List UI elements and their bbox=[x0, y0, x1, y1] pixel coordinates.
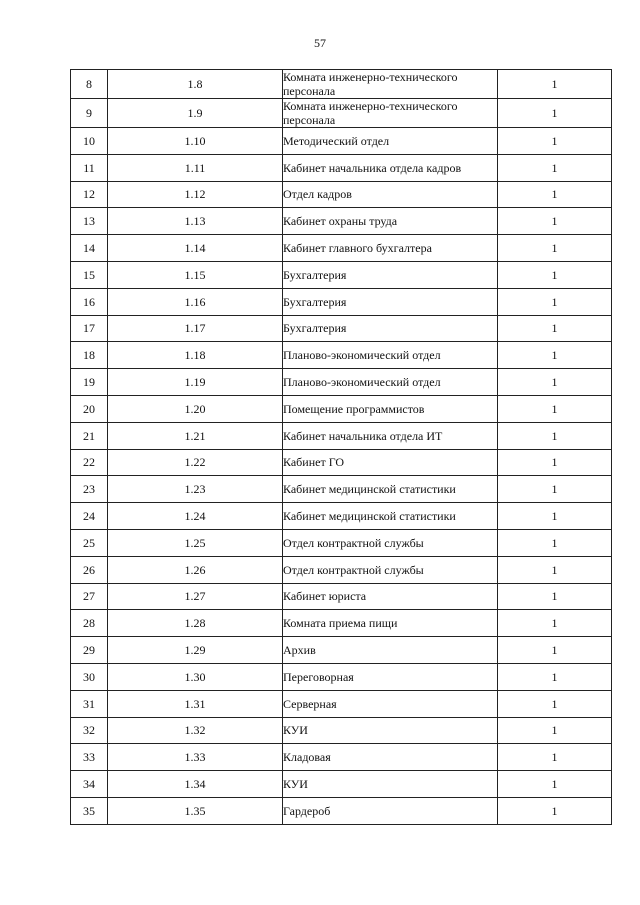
row-number-cell: 15 bbox=[71, 261, 108, 288]
quantity-cell: 1 bbox=[498, 422, 612, 449]
quantity-cell: 1 bbox=[498, 797, 612, 824]
room-code-cell: 1.29 bbox=[108, 637, 283, 664]
quantity-cell: 1 bbox=[498, 315, 612, 342]
room-name-cell: Методический отдел bbox=[283, 128, 498, 155]
row-number-cell: 26 bbox=[71, 556, 108, 583]
row-number-cell: 9 bbox=[71, 99, 108, 128]
table-row bbox=[71, 449, 612, 476]
room-code-cell: 1.31 bbox=[108, 690, 283, 717]
table-row bbox=[71, 235, 612, 262]
row-number-cell: 30 bbox=[71, 663, 108, 690]
room-code-cell: 1.35 bbox=[108, 797, 283, 824]
quantity-cell: 1 bbox=[498, 154, 612, 181]
row-number-cell: 25 bbox=[71, 529, 108, 556]
room-code-cell: 1.12 bbox=[108, 181, 283, 208]
quantity-cell: 1 bbox=[498, 70, 612, 99]
table-row bbox=[71, 70, 612, 99]
row-number-cell: 11 bbox=[71, 154, 108, 181]
room-name-cell: Кабинет начальника отдела ИТ bbox=[283, 422, 498, 449]
row-number-cell: 21 bbox=[71, 422, 108, 449]
row-number-cell: 20 bbox=[71, 395, 108, 422]
row-number-cell: 28 bbox=[71, 610, 108, 637]
table-row bbox=[71, 529, 612, 556]
quantity-cell: 1 bbox=[498, 128, 612, 155]
table-row bbox=[71, 556, 612, 583]
table-row bbox=[71, 422, 612, 449]
table-row bbox=[71, 369, 612, 396]
quantity-cell: 1 bbox=[498, 449, 612, 476]
row-number-cell: 13 bbox=[71, 208, 108, 235]
table-row bbox=[71, 610, 612, 637]
room-code-cell: 1.15 bbox=[108, 261, 283, 288]
room-name-cell: Кабинет медицинской статистики bbox=[283, 476, 498, 503]
room-code-cell: 1.32 bbox=[108, 717, 283, 744]
room-name-cell: КУИ bbox=[283, 771, 498, 798]
quantity-cell: 1 bbox=[498, 476, 612, 503]
table-row bbox=[71, 154, 612, 181]
table-row bbox=[71, 395, 612, 422]
row-number-cell: 31 bbox=[71, 690, 108, 717]
row-number-cell: 16 bbox=[71, 288, 108, 315]
quantity-cell: 1 bbox=[498, 610, 612, 637]
row-number-cell: 27 bbox=[71, 583, 108, 610]
quantity-cell: 1 bbox=[498, 288, 612, 315]
row-number-cell: 19 bbox=[71, 369, 108, 396]
quantity-cell: 1 bbox=[498, 181, 612, 208]
table-row bbox=[71, 637, 612, 664]
row-number-cell: 33 bbox=[71, 744, 108, 771]
table-row bbox=[71, 797, 612, 824]
table-row bbox=[71, 315, 612, 342]
room-code-cell: 1.17 bbox=[108, 315, 283, 342]
room-name-cell: Бухгалтерия bbox=[283, 315, 498, 342]
row-number-cell: 35 bbox=[71, 797, 108, 824]
table-row bbox=[71, 771, 612, 798]
room-code-cell: 1.30 bbox=[108, 663, 283, 690]
table-row bbox=[71, 99, 612, 128]
room-name-cell: Гардероб bbox=[283, 797, 498, 824]
row-number-cell: 32 bbox=[71, 717, 108, 744]
quantity-cell: 1 bbox=[498, 744, 612, 771]
room-name-cell: Кабинет медицинской статистики bbox=[283, 503, 498, 530]
row-number-cell: 24 bbox=[71, 503, 108, 530]
room-code-cell: 1.22 bbox=[108, 449, 283, 476]
room-code-cell: 1.18 bbox=[108, 342, 283, 369]
room-code-cell: 1.26 bbox=[108, 556, 283, 583]
quantity-cell: 1 bbox=[498, 99, 612, 128]
room-name-cell: Кабинет главного бухгалтера bbox=[283, 235, 498, 262]
table-row bbox=[71, 128, 612, 155]
quantity-cell: 1 bbox=[498, 342, 612, 369]
room-code-cell: 1.21 bbox=[108, 422, 283, 449]
room-name-cell: Серверная bbox=[283, 690, 498, 717]
quantity-cell: 1 bbox=[498, 690, 612, 717]
room-name-cell: Отдел кадров bbox=[283, 181, 498, 208]
quantity-cell: 1 bbox=[498, 235, 612, 262]
room-name-cell: Кабинет охраны труда bbox=[283, 208, 498, 235]
row-number-cell: 29 bbox=[71, 637, 108, 664]
page-number: 57 bbox=[314, 36, 326, 50]
quantity-cell: 1 bbox=[498, 637, 612, 664]
row-number-cell: 17 bbox=[71, 315, 108, 342]
room-code-cell: 1.16 bbox=[108, 288, 283, 315]
room-name-cell: Отдел контрактной службы bbox=[283, 529, 498, 556]
row-number-cell: 23 bbox=[71, 476, 108, 503]
table-row bbox=[71, 690, 612, 717]
room-code-cell: 1.27 bbox=[108, 583, 283, 610]
room-name-cell: Кабинет ГО bbox=[283, 449, 498, 476]
room-name-cell: Комната инженерно-технического персонала bbox=[283, 99, 498, 128]
room-name-cell: Помещение программистов bbox=[283, 395, 498, 422]
quantity-cell: 1 bbox=[498, 369, 612, 396]
quantity-cell: 1 bbox=[498, 771, 612, 798]
room-code-cell: 1.19 bbox=[108, 369, 283, 396]
room-name-cell: Отдел контрактной службы bbox=[283, 556, 498, 583]
room-name-cell: Планово-экономический отдел bbox=[283, 369, 498, 396]
room-code-cell: 1.9 bbox=[108, 99, 283, 128]
table-row bbox=[71, 503, 612, 530]
room-name-cell: Кабинет юриста bbox=[283, 583, 498, 610]
quantity-cell: 1 bbox=[498, 663, 612, 690]
room-code-cell: 1.25 bbox=[108, 529, 283, 556]
row-number-cell: 18 bbox=[71, 342, 108, 369]
table-row bbox=[71, 342, 612, 369]
row-number-cell: 12 bbox=[71, 181, 108, 208]
room-name-cell: Бухгалтерия bbox=[283, 288, 498, 315]
quantity-cell: 1 bbox=[498, 717, 612, 744]
table-row bbox=[71, 717, 612, 744]
row-number-cell: 10 bbox=[71, 128, 108, 155]
room-name-cell: Кабинет начальника отдела кадров bbox=[283, 154, 498, 181]
room-name-cell: Бухгалтерия bbox=[283, 261, 498, 288]
room-code-cell: 1.11 bbox=[108, 154, 283, 181]
quantity-cell: 1 bbox=[498, 503, 612, 530]
room-code-cell: 1.10 bbox=[108, 128, 283, 155]
table-row bbox=[71, 288, 612, 315]
table-row bbox=[71, 261, 612, 288]
table-row bbox=[71, 208, 612, 235]
quantity-cell: 1 bbox=[498, 583, 612, 610]
quantity-cell: 1 bbox=[498, 529, 612, 556]
room-name-cell: Комната приема пищи bbox=[283, 610, 498, 637]
room-code-cell: 1.13 bbox=[108, 208, 283, 235]
room-name-cell: КУИ bbox=[283, 717, 498, 744]
row-number-cell: 34 bbox=[71, 771, 108, 798]
room-code-cell: 1.28 bbox=[108, 610, 283, 637]
room-name-cell: Архив bbox=[283, 637, 498, 664]
quantity-cell: 1 bbox=[498, 556, 612, 583]
room-code-cell: 1.34 bbox=[108, 771, 283, 798]
room-code-cell: 1.20 bbox=[108, 395, 283, 422]
room-name-cell: Комната инженерно-технического персонала bbox=[283, 70, 498, 99]
table-row bbox=[71, 476, 612, 503]
row-number-cell: 14 bbox=[71, 235, 108, 262]
room-code-cell: 1.33 bbox=[108, 744, 283, 771]
room-code-cell: 1.23 bbox=[108, 476, 283, 503]
room-name-cell: Планово-экономический отдел bbox=[283, 342, 498, 369]
room-code-cell: 1.14 bbox=[108, 235, 283, 262]
table-row bbox=[71, 181, 612, 208]
quantity-cell: 1 bbox=[498, 395, 612, 422]
table-row bbox=[71, 744, 612, 771]
row-number-cell: 22 bbox=[71, 449, 108, 476]
table-row bbox=[71, 583, 612, 610]
quantity-cell: 1 bbox=[498, 208, 612, 235]
room-name-cell: Кладовая bbox=[283, 744, 498, 771]
row-number-cell: 8 bbox=[71, 70, 108, 99]
room-code-cell: 1.8 bbox=[108, 70, 283, 99]
room-code-cell: 1.24 bbox=[108, 503, 283, 530]
rooms-table bbox=[70, 69, 612, 825]
quantity-cell: 1 bbox=[498, 261, 612, 288]
table-row bbox=[71, 663, 612, 690]
rooms-table-body bbox=[71, 70, 612, 825]
room-name-cell: Переговорная bbox=[283, 663, 498, 690]
